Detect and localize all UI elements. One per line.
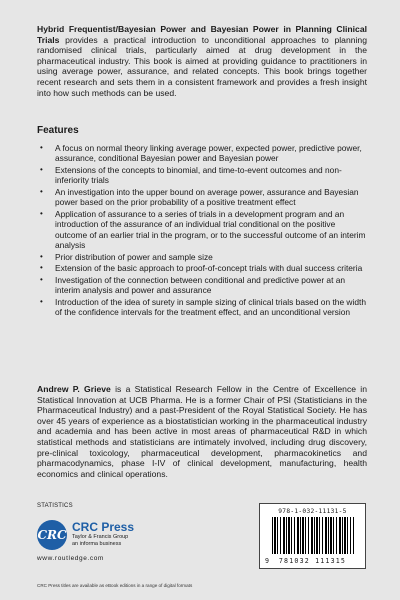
isbn-number: 978-1-032-11131-5 xyxy=(278,508,347,515)
list-item: • Introduction of the idea of surety in sample sizing of clinical trials based on the width of the confidence intervals for the treatment effect, and an unconditional version xyxy=(40,297,366,318)
bullet-icon: • xyxy=(40,297,43,306)
crc-logo-icon: CRC xyxy=(37,520,67,550)
isbn-barcode xyxy=(259,503,366,569)
list-item: • Application of assurance to a series of trials in a development program and an introduction of the assurance of an individual trial conditional on the positive outcome of an earlier trial in the program, or to the successful outcome of an interim analysis xyxy=(40,209,366,251)
bullet-icon: • xyxy=(40,143,43,152)
book-title: Hybrid Frequentist/Bayesian Power and Bayesian Power in Planning Clinical Trials xyxy=(37,24,367,45)
author-name: Andrew P. Grieve xyxy=(37,384,111,394)
barcode-lead-digit: 9 xyxy=(265,557,271,565)
bullet-icon: • xyxy=(40,209,43,218)
list-item: • Investigation of the connection between conditional and predictive power at an interim analysis and power and assurance xyxy=(40,275,346,296)
book-description xyxy=(37,24,367,98)
bullet-icon: • xyxy=(40,275,43,284)
publisher-block xyxy=(72,521,192,548)
list-item: • Extensions of the concepts to binomial, and time-to-event outcomes and non-inferiority trials xyxy=(40,165,342,186)
author-bio-text: is a Statistical Research Fellow in the Centre of Excellence in Statistical Innovation at UCB Pharma. He is a former Chair of PSI (Statisticians in the Pharmaceutical Industry) and a past-President of the Royal Statistical Society. He has over 45 years of experience as a biostatistician working in the pharmaceutical industry and academia and has been active in most areas of pharmaceutical R&D in which statistical methods and statisticians are intimately involved, including drug discovery, pre-clinical toxicology, pharmaceutical development, pharmacokinetics and pharmacodynamics, phase I-IV of clinical development, manufacturing, health economics and clinical operations. xyxy=(37,384,367,479)
barcode-bars-icon xyxy=(272,517,354,554)
list-item: • A focus on normal theory linking average power, expected power, predictive power, assurance, conditional Bayesian power and Bayesian power xyxy=(40,143,362,164)
ebook-footnote: CRC Press titles are available as eBook editions in a range of digital formats xyxy=(37,583,193,588)
features-heading: Features xyxy=(37,125,79,136)
category-label: STATISTICS xyxy=(37,503,73,509)
publisher-group: Taylor & Francis Group xyxy=(72,534,129,540)
barcode-digit-groups: 781032 111315 xyxy=(278,557,347,565)
bullet-icon: • xyxy=(40,187,43,196)
bullet-icon: • xyxy=(40,165,43,174)
bullet-icon: • xyxy=(40,251,43,261)
features-list xyxy=(37,143,367,319)
bullet-icon: • xyxy=(40,263,43,273)
publisher-name: CRC Press xyxy=(72,520,135,534)
publisher-tagline: an informa business xyxy=(72,541,122,547)
list-item: • Prior distribution of power and sample size xyxy=(40,251,213,262)
list-item: • An investigation into the upper bound on average power, assurance and Bayesian power based on the prior probability of a positive treatment effect xyxy=(40,187,359,208)
author-bio xyxy=(37,384,367,479)
list-item: • Extension of the basic approach to proof-of-concept trials with dual success criteria xyxy=(40,263,363,274)
description-text: provides a practical introduction to unconditional approaches to planning randomised clinical trials, particularly aimed at drug development in the pharmaceutical industry. This book is aimed at providing guidance to practitioners in using average power, assurance, and related concepts. This book brings together recent research and sets them in a consistent framework and provides a fresh insight into how such methods can be used. xyxy=(37,34,367,98)
publisher-url[interactable]: www.routledge.com xyxy=(37,555,104,562)
barcode-digits xyxy=(260,557,365,565)
